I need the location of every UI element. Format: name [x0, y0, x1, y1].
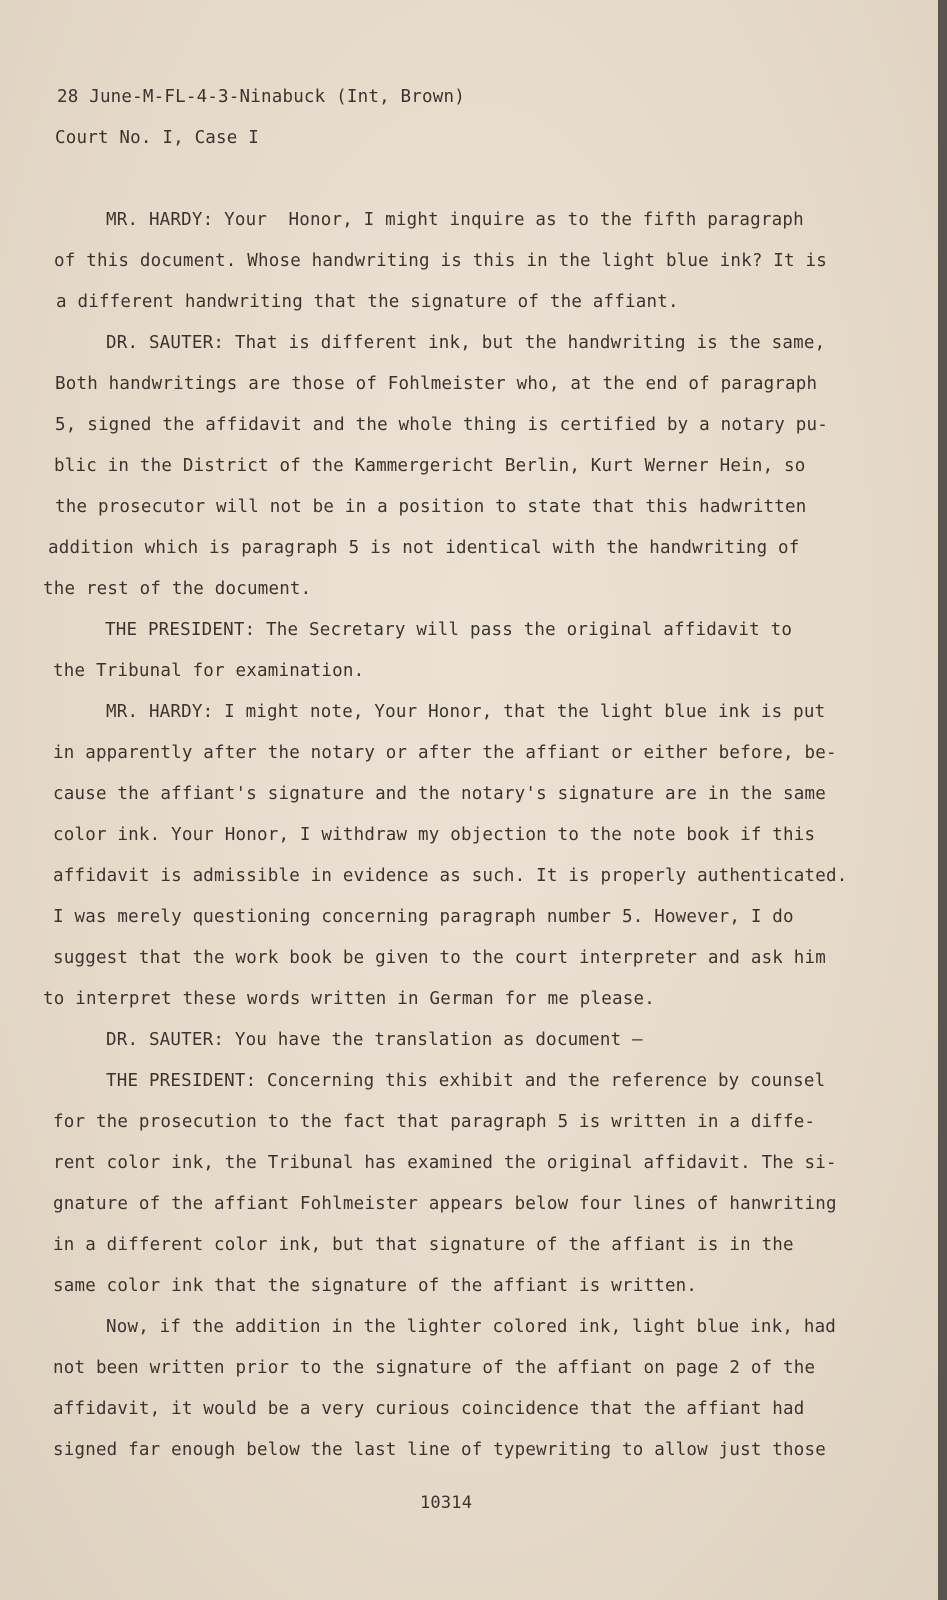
transcript-line: for the prosecution to the fact that paragraph 5 is written in a diffe-	[53, 1112, 816, 1132]
transcript-line: the rest of the document.	[43, 579, 312, 599]
transcript-line: the Tribunal for examination.	[53, 661, 365, 681]
transcript-line: Now, if the addition in the lighter colored ink, light blue ink, had	[106, 1317, 837, 1337]
scan-edge	[938, 0, 947, 1600]
transcript-line: blic in the District of the Kammergericht Berlin, Kurt Werner Hein, so	[54, 456, 806, 476]
transcript-line: color ink. Your Honor, I withdraw my objection to the note book if this	[53, 825, 816, 845]
transcript-line: THE PRESIDENT: The Secretary will pass the original affidavit to	[105, 620, 793, 640]
transcript-line: cause the affiant's signature and the notary's signature are in the same	[53, 784, 826, 804]
court-case-line: Court No. I, Case I	[55, 128, 259, 148]
transcript-line: in apparently after the notary or after the affiant or either before, be-	[53, 743, 837, 763]
transcript-line: affidavit, it would be a very curious coincidence that the affiant had	[53, 1399, 805, 1419]
transcript-line: signed far enough below the last line of typewriting to allow just those	[53, 1440, 826, 1460]
transcript-line: gnature of the affiant Fohlmeister appears below four lines of hanwriting	[53, 1194, 837, 1214]
transcript-line: rent color ink, the Tribunal has examined the original affidavit. The si-	[53, 1153, 837, 1173]
transcript-line: DR. SAUTER: That is different ink, but the handwriting is the same,	[106, 333, 826, 353]
page-number: 10314	[420, 1493, 473, 1513]
transcript-line: same color ink that the signature of the affiant is written.	[53, 1276, 698, 1296]
transcript-line: not been written prior to the signature of the affiant on page 2 of the	[53, 1358, 816, 1378]
transcript-line: to interpret these words written in German for me please.	[43, 989, 655, 1009]
transcript-line: Both handwritings are those of Fohlmeister who, at the end of paragraph	[55, 374, 818, 394]
transcript-line: DR. SAUTER: You have the translation as document —	[106, 1030, 643, 1050]
transcript-line: THE PRESIDENT: Concerning this exhibit and the reference by counsel	[106, 1071, 826, 1091]
transcript-line: the prosecutor will not be in a position to state that this hadwritten	[55, 497, 807, 517]
transcript-line: of this document. Whose handwriting is this in the light blue ink? It is	[54, 251, 827, 271]
transcript-line: 5, signed the affidavit and the whole thing is certified by a notary pu-	[55, 415, 828, 435]
transcript-line: addition which is paragraph 5 is not identical with the handwriting of	[48, 538, 800, 558]
transcript-line: affidavit is admissible in evidence as such. It is properly authenticated.	[53, 866, 848, 886]
transcript-line: suggest that the work book be given to the court interpreter and ask him	[53, 948, 826, 968]
transcript-line: a different handwriting that the signature of the affiant.	[56, 292, 679, 312]
transcript-line: in a different color ink, but that signature of the affiant is in the	[53, 1235, 794, 1255]
transcript-line: I was merely questioning concerning paragraph number 5. However, I do	[53, 907, 794, 927]
transcript-line: MR. HARDY: Your Honor, I might inquire as to the fifth paragraph	[106, 210, 804, 230]
document-header-id: 28 June-M-FL-4-3-Ninabuck (Int, Brown)	[57, 87, 465, 107]
transcript-line: MR. HARDY: I might note, Your Honor, that the light blue ink is put	[106, 702, 826, 722]
